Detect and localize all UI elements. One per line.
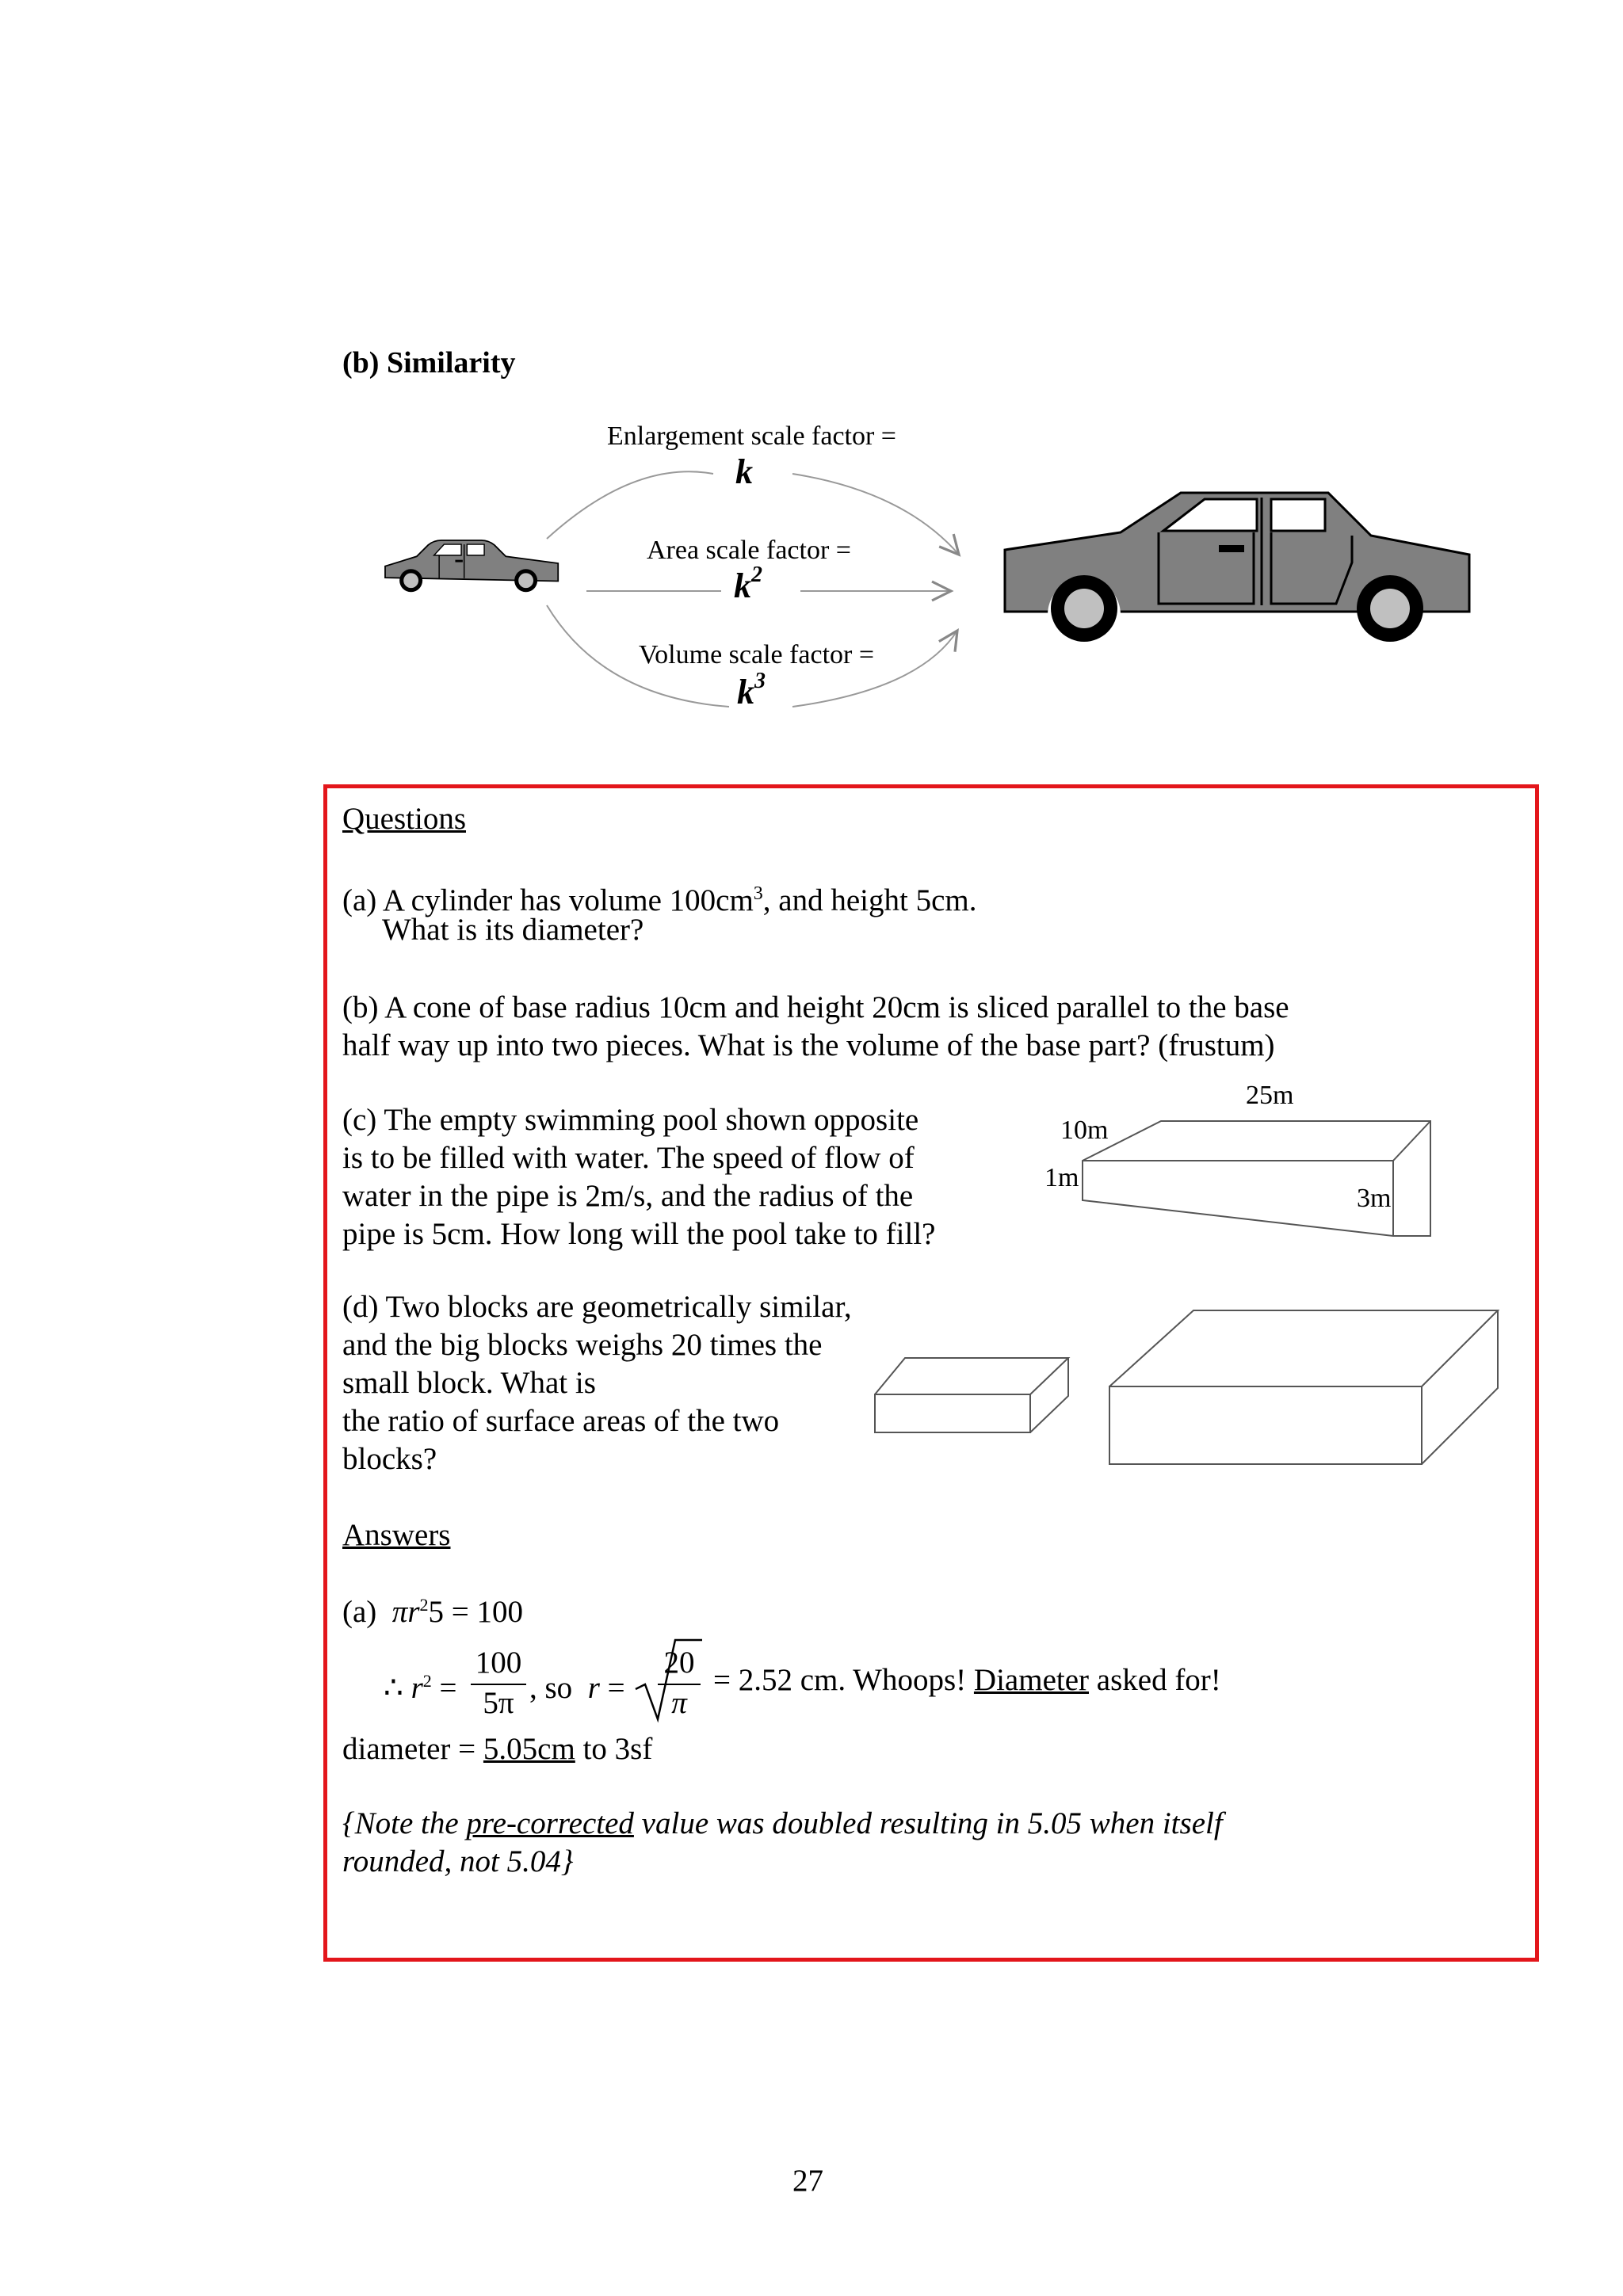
enlargement-value: k bbox=[735, 452, 753, 491]
pool-width-label: 10m bbox=[1060, 1116, 1109, 1145]
questions-title: Questions bbox=[342, 802, 466, 836]
question-c-line2: is to be filled with water. The speed of flow of bbox=[342, 1141, 915, 1175]
answer-note-line2: rounded, not 5.04} bbox=[342, 1844, 574, 1878]
question-b-line1: (b) A cone of base radius 10cm and height 20cm is sliced parallel to the base bbox=[342, 990, 1289, 1024]
question-c-line4: pipe is 5cm. How long will the pool take to fill? bbox=[342, 1217, 936, 1251]
question-d-line4: the ratio of surface areas of the two bbox=[342, 1404, 780, 1438]
area-value: $k^2$ bbox=[734, 563, 762, 605]
sqrt-numerator: 20 bbox=[663, 1646, 695, 1680]
question-a-line1: (a) A cylinder has volume $100cm^3$, and height 5cm. bbox=[342, 883, 977, 917]
pool-length-label: 25m bbox=[1246, 1081, 1294, 1110]
arrow-curve-bottom-left bbox=[547, 605, 729, 707]
question-d-line3: small block. What is bbox=[342, 1366, 596, 1400]
small-car-icon bbox=[385, 540, 558, 592]
answer-a-diameter: diameter = 5.05cm to 3sf bbox=[342, 1732, 653, 1766]
large-block bbox=[1109, 1310, 1498, 1464]
answer-a-equation: (a) $\pi r^25 = 100$ bbox=[342, 1595, 524, 1629]
pool-shallow-label: 1m bbox=[1044, 1163, 1079, 1192]
arrow-curve-top-right bbox=[792, 474, 959, 555]
answers-title: Answers bbox=[342, 1518, 451, 1552]
arrow-curve-top-left bbox=[547, 471, 713, 539]
arrow-curve-bottom-right bbox=[792, 631, 957, 707]
fraction-100-over-5pi bbox=[471, 1645, 526, 1721]
question-d-line2: and the big blocks weighs 20 times the bbox=[342, 1328, 823, 1362]
question-c-line1: (c) The empty swimming pool shown opposite bbox=[342, 1103, 919, 1137]
question-d-line1: (d) Two blocks are geometrically similar, bbox=[342, 1290, 852, 1324]
question-d-line5: blocks? bbox=[342, 1442, 437, 1476]
answer-note-line1: {Note the pre-corrected value was doubled resulting in 5.05 when itself bbox=[342, 1806, 1223, 1840]
pool-deep-label: 3m bbox=[1357, 1184, 1392, 1213]
question-a-line2: What is its diameter? bbox=[382, 913, 644, 947]
fraction-20-over-pi bbox=[658, 1645, 701, 1721]
similarity-diagram bbox=[0, 0, 1623, 792]
volume-value: $k^3$ bbox=[737, 669, 766, 711]
answer-a-result: = 2.52 cm. Whoops! Diameter asked for! bbox=[713, 1663, 1221, 1697]
enlargement-label: Enlargement scale factor = bbox=[607, 421, 896, 451]
section-heading: (b) Similarity bbox=[342, 346, 516, 379]
area-label: Area scale factor = bbox=[647, 536, 851, 565]
small-block bbox=[875, 1358, 1068, 1432]
volume-label: Volume scale factor = bbox=[639, 640, 875, 669]
question-c-line3: water in the pipe is 2m/s, and the radius of the bbox=[342, 1179, 914, 1213]
question-b-line2: half way up into two pieces. What is the volume of the base part? (frustum) bbox=[342, 1028, 1275, 1062]
sqrt-denominator: π bbox=[658, 1684, 701, 1721]
similar-blocks-diagram bbox=[864, 1299, 1514, 1474]
page-number: 27 bbox=[792, 2164, 823, 2198]
large-car-icon bbox=[1005, 493, 1469, 642]
answer-a-so: , so r = bbox=[529, 1671, 625, 1705]
answer-a-rsq: ∴ $r^2$ = bbox=[384, 1671, 457, 1705]
fraction-numerator: 100 bbox=[475, 1646, 522, 1680]
fraction-denominator: 5π bbox=[471, 1684, 526, 1721]
